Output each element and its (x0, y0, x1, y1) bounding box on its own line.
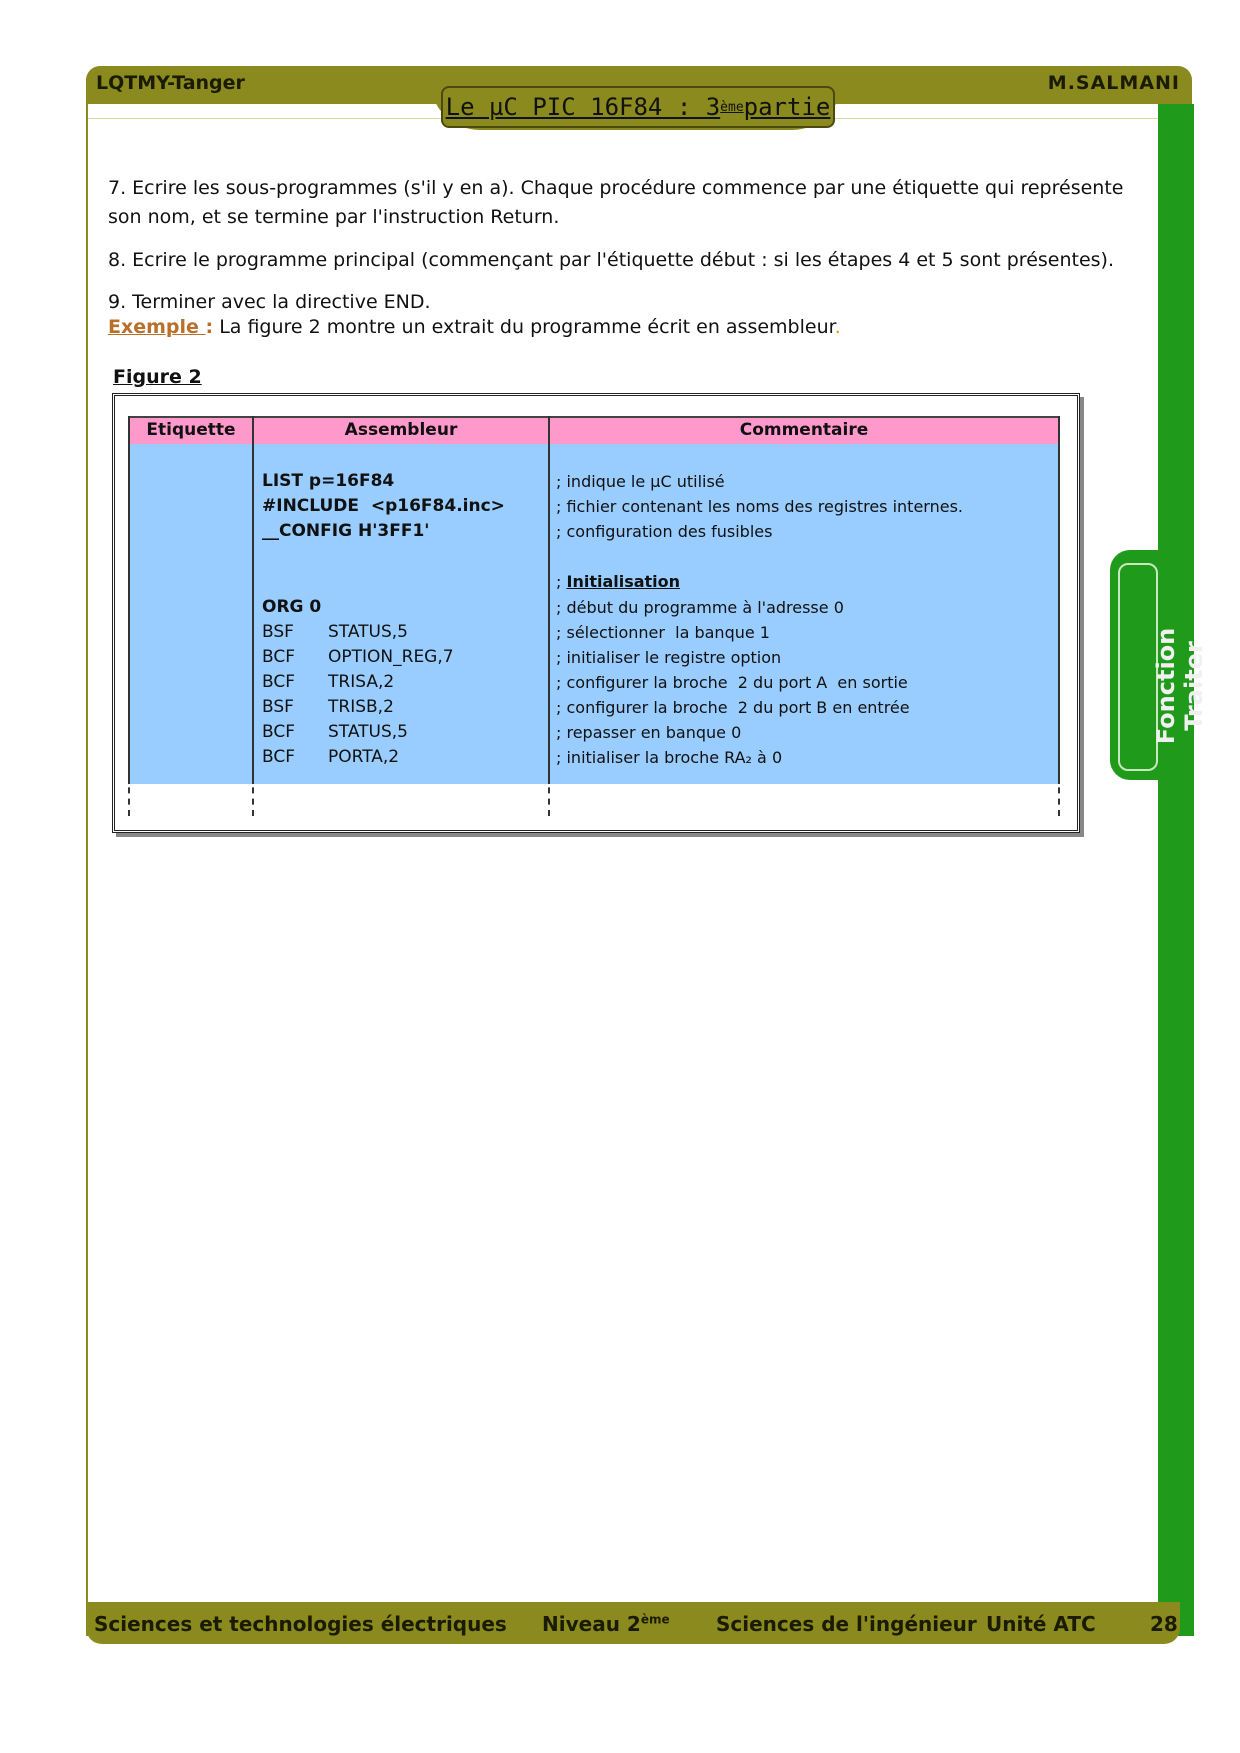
opcode: BSF (262, 697, 294, 717)
page-number: 28 (1150, 1612, 1178, 1636)
comment: ; initialiser la broche RA₂ à 0 (556, 748, 783, 767)
footer-level (542, 1612, 670, 1636)
header-etiquette: Etiquette (146, 420, 236, 440)
school-name: LQTMY-Tanger (96, 72, 245, 94)
operand: OPTION_REG,7 (328, 647, 454, 667)
directive-list: LIST p=16F84 (262, 471, 395, 491)
comment-initialisation (556, 572, 680, 591)
instruction-row (262, 672, 394, 692)
directive-include: #INCLUDE <p16F84.inc> (262, 496, 505, 516)
comment: ; configurer la broche 2 du port B en entrée (556, 698, 910, 717)
footer-subject: Sciences et technologies électriques (94, 1612, 507, 1636)
header-commentaire: Commentaire (739, 420, 869, 440)
operand: TRISA,2 (328, 672, 395, 692)
example-dot: . (834, 316, 841, 338)
comment: ; début du programme à l'adresse 0 (556, 598, 844, 617)
operand: STATUS,5 (328, 722, 409, 742)
instruction-row (262, 622, 408, 642)
example-colon: : (205, 316, 214, 338)
operand: PORTA,2 (328, 747, 400, 767)
comment: ; fichier contenant les noms des registres internes. (556, 497, 963, 516)
side-tab-label: Fonction Traiter (1152, 627, 1208, 745)
comment: ; sélectionner la banque 1 (556, 623, 770, 642)
comment: ; configurer la broche 2 du port A en sortie (556, 673, 908, 692)
comment: ; indique le µC utilisé (556, 472, 725, 491)
left-border (86, 104, 88, 1636)
instruction-row (262, 697, 394, 717)
example-label: Exemple (108, 316, 206, 338)
dashed-separator (128, 776, 130, 816)
column-separator (1058, 416, 1060, 784)
initialisation-label: Initialisation (566, 572, 681, 591)
dashed-separator (548, 776, 550, 816)
directive-org: ORG 0 (262, 597, 322, 617)
comment: ; initialiser le registre option (556, 648, 782, 667)
side-band (1158, 104, 1194, 1636)
footer-level-text: Niveau 2 (542, 1612, 641, 1636)
example-text: La figure 2 montre un extrait du programme écrit en assembleur (213, 316, 835, 338)
dashed-separator (1058, 776, 1060, 816)
opcode: BCF (262, 672, 296, 692)
comment: ; repasser en banque 0 (556, 723, 742, 742)
page-title (441, 86, 835, 128)
step-9-text: 9. Terminer avec la directive END. (108, 291, 431, 313)
directive-config: __CONFIG H'3FF1' (262, 521, 430, 541)
header-assembleur: Assembleur (344, 420, 458, 440)
opcode: BCF (262, 647, 296, 667)
step-7-text: 7. Ecrire les sous-programmes (s'il y en a). Chaque procédure commence par une étiquette qui représente son nom, et se termine par l'instruction Return. (108, 177, 1124, 228)
figure-label: Figure 2 (113, 366, 202, 388)
opcode: BCF (262, 722, 296, 742)
opcode: BCF (262, 747, 296, 767)
footer-unit: Unité ATC (986, 1612, 1096, 1636)
instruction-row (262, 747, 399, 767)
author-name: M.SALMANI (1047, 72, 1180, 94)
comment-prefix: ; (556, 572, 567, 591)
dashed-separator (252, 776, 254, 816)
column-separator (252, 416, 254, 784)
operand: STATUS,5 (328, 622, 409, 642)
title-suffix: partie (743, 93, 831, 121)
column-separator (128, 416, 130, 784)
column-separator (548, 416, 550, 784)
footer-discipline: Sciences de l'ingénieur (716, 1612, 977, 1636)
opcode: BSF (262, 622, 294, 642)
title-sup: ème (720, 99, 744, 115)
step-8-text: 8. Ecrire le programme principal (commençant par l'étiquette début : si les étapes 4 et 5 sont présentes). (108, 249, 1114, 271)
footer-level-sup: ème (640, 1612, 670, 1627)
example-line (108, 316, 841, 338)
operand: TRISB,2 (328, 697, 394, 717)
title-prefix: Le µC PIC 16F84 : 3 (445, 93, 721, 121)
comment: ; configuration des fusibles (556, 522, 773, 541)
instruction-row (262, 647, 454, 667)
instruction-row (262, 722, 408, 742)
